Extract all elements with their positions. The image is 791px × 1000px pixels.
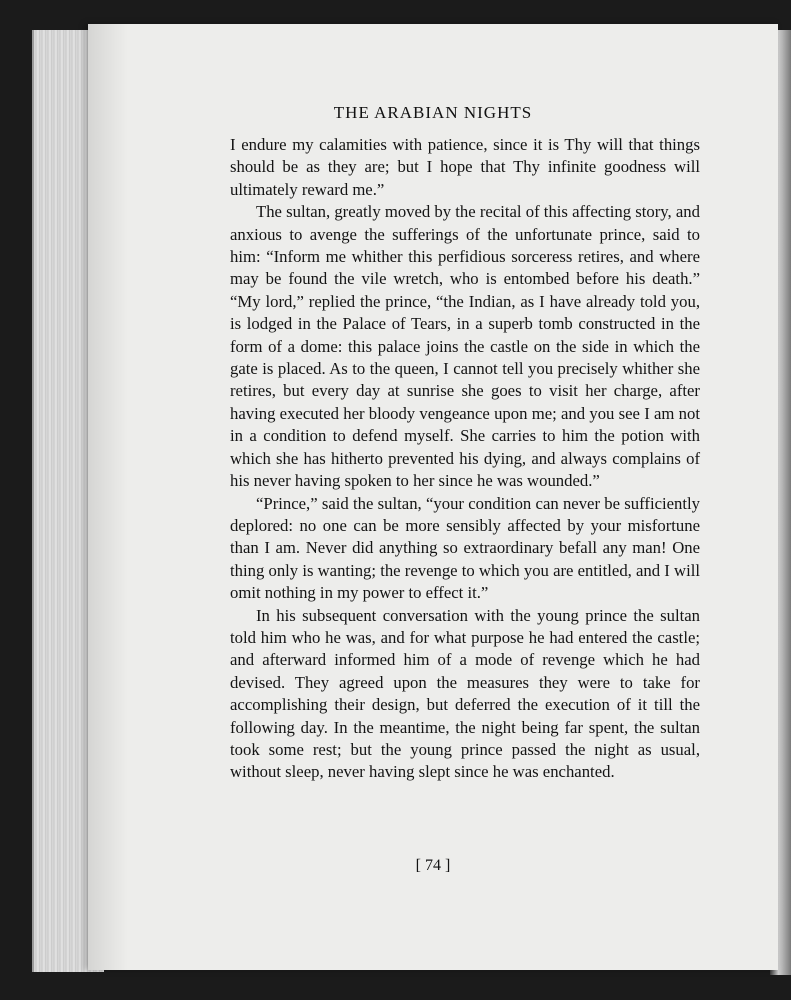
book-page xyxy=(88,24,778,970)
paragraph: The sultan, greatly moved by the recital of this affecting story, and anxious to avenge the sufferings of the unfortunate prince, said to him: “Inform me whither this perfidious sorceress retires, and where may be found the vile wretch, who is entombed before his death.” “My lord,” replied the prince, “the Indian, as I have already told you, is lodged in the Palace of Tears, in a superb tomb constructed in the form of a dome: this palace joins the castle on the side in which the gate is placed. As to the queen, I cannot tell you precisely whither she retires, but every day at sunrise she goes to visit her charge, after having executed her bloody vengeance upon me; and you see I am not in a condition to defend myself. She carries to him the potion with which she has hitherto prevented his dying, and always complains of his never having spoken to her since he was wounded.” xyxy=(230,202,700,491)
body-text xyxy=(230,134,700,784)
paragraph: In his subsequent conversation with the young prince the sultan told him who he was, and for what purpose he had entered the castle; and afterward informed him of a mode of revenge which he had devised. They agreed upon the measures they were to take for accomplishing their design, but deferred the execution of it till the following day. In the meantime, the night being far spent, the sultan took some rest; but the young prince passed the night as usual, without sleep, never having slept since he was enchanted. xyxy=(230,605,700,782)
paragraph: “Prince,” said the sultan, “your condition can never be sufficiently deplored: no one can be more sensibly affected by your misfortune than I am. Never did anything so extraordinary befall any man! One thing only is wanting; the revenge to which you are entitled, and I will omit nothing in my power to effect it.” xyxy=(230,493,700,603)
running-head: THE ARABIAN NIGHTS xyxy=(333,103,533,122)
paragraph: I endure my calamities with patience, since it is Thy will that things should be as they are; but I hope that Thy infinite goodness will ultimately reward me.” xyxy=(230,135,700,199)
page-number: [ 74 ] xyxy=(415,857,451,874)
